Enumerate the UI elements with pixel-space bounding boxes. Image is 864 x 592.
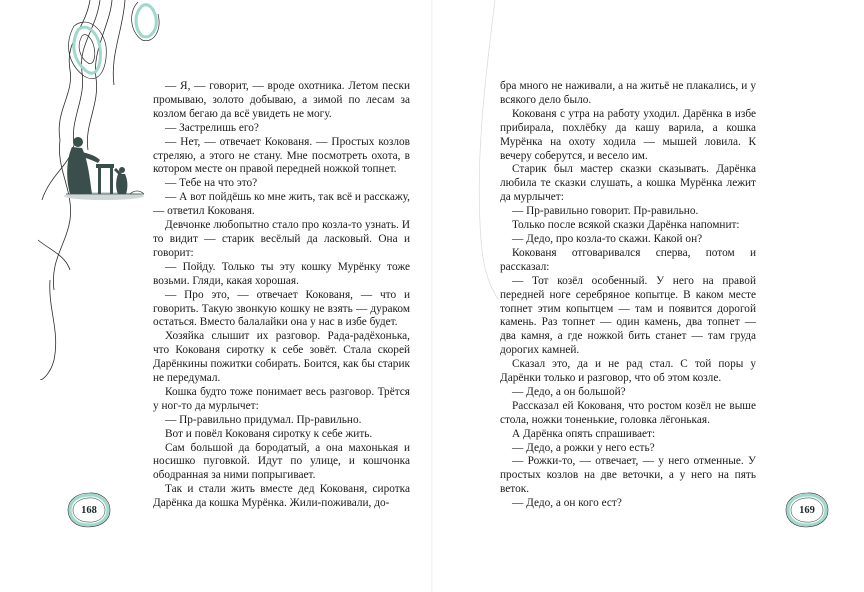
page-number-text: 168 xyxy=(81,504,97,516)
right-page-text xyxy=(500,80,756,511)
right-paragraph: Рассказал ей Кокованя, что ростом козёл не выше стола, ножки тоненькие, головка лёгонькая. xyxy=(500,399,756,426)
right-continuation: бра много не наживали, а на житьё не плакались, и у всякого дело было. xyxy=(500,80,756,106)
right-paragraph: Кокованя с утра на работу уходил. Дарёнка в избе прибирала, похлёбку да кашу варила, а кошка Мурёнка на охоту ходила — мышей ловила. К вечеру соберутся, и весело им. xyxy=(500,107,756,162)
page-number-right xyxy=(785,492,829,528)
left-paragraph: — А вот пойдёшь ко мне жить, так всё и расскажу, — ответил Кокованя. xyxy=(153,191,410,218)
right-paragraph: — Дедо, про козла-то скажи. Какой он? xyxy=(512,232,703,245)
left-paragraph: Хозяйка слышит их разговор. Рада-радёхонька, что Кокованя сиротку к себе зовёт. Стала скорей Дарёнкины пожитки собирать. Боится, как бы старик не передумал. xyxy=(153,330,410,385)
right-paragraph: Только после всякой сказки Дарёнка напомнит: xyxy=(512,219,740,232)
illustration-woman-and-girl-spinning-icon xyxy=(60,130,150,202)
right-paragraph: А Дарёнка опять спрашивает: xyxy=(512,427,656,440)
left-paragraph: — Пр-равильно придумал. Пр-равильно. xyxy=(165,413,362,426)
right-paragraph: — Дедо, а он кого ест? xyxy=(512,497,622,510)
book-gutter xyxy=(431,0,433,592)
left-page-text xyxy=(153,80,410,511)
right-paragraph: — Дедо, а рожки у него есть? xyxy=(512,441,655,454)
right-paragraph: Старик был мастер сказки сказывать. Дарёнка любила те сказки слушать, а кошка Мурёнка лежит да мурлычет: xyxy=(500,163,756,204)
left-paragraph: — Тебе на что это? xyxy=(165,177,258,190)
left-paragraph: — Про это, — отвечает Кокованя, — что и говорить. Такую звонкую кошку не взять — дураком остаться. Вместо балалайки она у нас в избе будет. xyxy=(153,288,410,329)
right-paragraph: — Дедо, а он большой? xyxy=(512,385,626,398)
right-paragraph: — Пр-равильно говорит. Пр-равильно. xyxy=(512,205,699,218)
left-paragraph: Вот и повёл Кокованя сиротку к себе жить. xyxy=(165,427,373,440)
left-paragraph: Сам большой да бородатый, а она махонькая и носишко пуговкой. Идут по улице, и кошчонка ободранная за ними попрыгивает. xyxy=(153,441,410,482)
right-paragraph: Сказал это, да и не рад стал. С той поры у Дарёнки только и разговор, что об этом козле. xyxy=(500,358,756,385)
left-paragraph: Девчонке любопытно стало про козла-то узнать. И то видит — старик весёлый да ласковый. Она и говорит: xyxy=(153,219,410,259)
left-paragraph: — Пойду. Только ты эту кошку Мурёнку тоже возьми. Гляди, какая хорошая. xyxy=(153,260,410,287)
right-paragraph: Кокованя отговаривался сперва, потом и рассказал: xyxy=(500,246,756,273)
right-paragraph: — Тот козёл особенный. У него на правой передней ноге серебряное копытце. В каком месте топнет этим копытцем — там и появится дорогой камень. Раз топнет — один камень, два топнет — два камня, а где ножкой бить станет — там груда дорогих камней. xyxy=(500,274,756,357)
left-paragraph: — Застрелишь его? xyxy=(165,121,259,134)
right-paragraph: — Рожки-то, — отвечает, — у него отменные. У простых козлов на две веточки, а у него на пять веток. xyxy=(500,455,756,496)
left-paragraph: Кошка будто тоже понимает весь разговор. Трётся у ног-то да мурлычет: xyxy=(153,385,410,412)
left-paragraph: Так и стали жить вместе дед Кокованя, сиротка Дарёнка да кошка Мурёнка. Жили-поживали, до- xyxy=(153,483,410,510)
page-number-text: 169 xyxy=(799,504,815,516)
left-paragraph: — Нет, — отвечает Кокованя. — Простых козлов стреляю, а этого не стану. Мне посмотреть охота, в котором месте он правой передней ножкой топнет. xyxy=(153,135,410,176)
left-paragraph: — Я, — говорит, — вроде охотника. Летом пески промываю, золото добываю, а зимой по лесам за козлом бегаю да всё увидеть не могу. xyxy=(153,80,410,120)
page-number-left xyxy=(67,492,111,528)
